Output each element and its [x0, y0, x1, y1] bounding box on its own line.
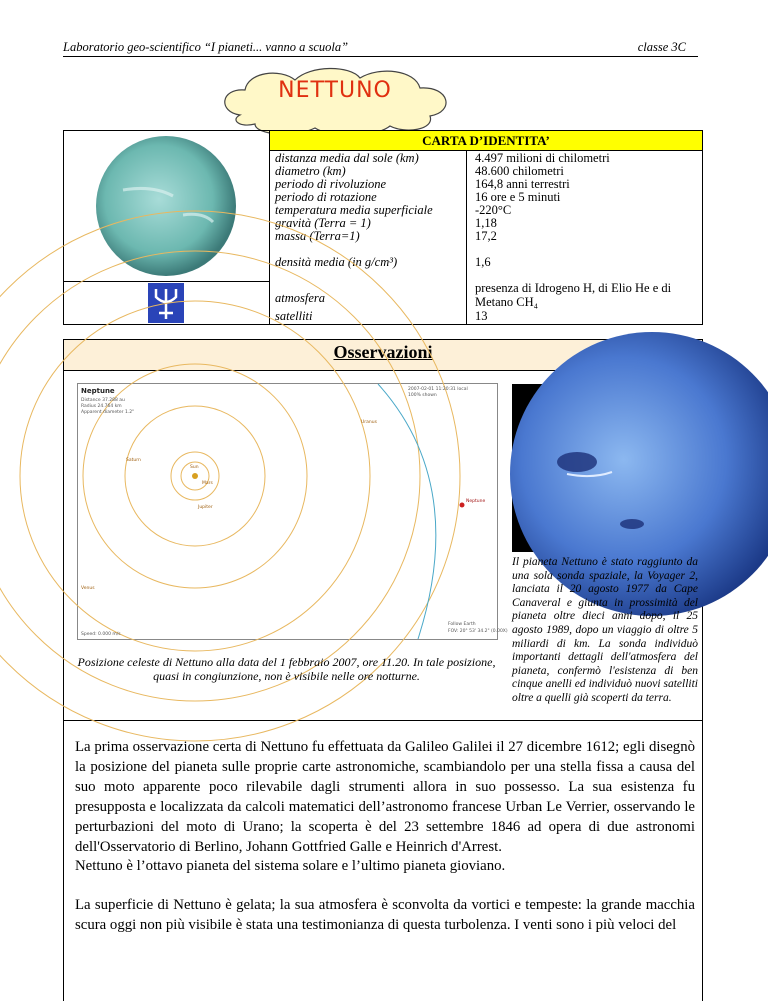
map-caption: Posizione celeste di Nettuno alla data del 1 febbraio 2007, ore 11.20. In tale posizione, quasi in congiunzione, non è visibile nelle ore notturne.	[77, 655, 496, 683]
map-follow: Follow Earth	[448, 622, 476, 627]
map-info: Apparent diameter 1.2"	[81, 410, 135, 415]
body-paragraph: La prima osservazione certa di Nettuno fu effettuata da Galileo Galilei il 27 dicembre 1612; egli disegnò la posizione del pianeta sulle proprie carte astronomiche, scambiandolo per una stella fissa a causa del suo moto apparente poco rilevabile dagli strumenti allora in suo possesso. La sua esistenza fu presupposta e localizzata da calcoli matematici dell’astronomo francese Urban Le Verrier, osservando le perturbazioni del moto di Urano; la scoperta è del 23 settembre 1846 ad opera di due astronomi dell'Osservatorio di Berlino, Johann Gottfried Galle e Heinrich d'Arrest.	[75, 739, 695, 855]
map-label-neptune: Neptune	[466, 499, 486, 504]
photo-caption: Il pianeta Nettuno è stato raggiunto da una sola sonda spaziale, la Voyager 2, lanciata il 20 agosto 1977 da Cape Canaveral e giunta in prossimità del pianeta oltre dieci anni dopo, il 25 agosto 1989, dopo un viaggio di oltre 5 miliardi di km. La sonda individuò importanti dettagli dell'atmosfera del pianeta, confermò l'esistenza di ben cinque anelli ed individuò nuovi satelliti oltre a quelli già scoperti da terra.	[512, 556, 698, 704]
map-zoom: 100% shown	[408, 393, 437, 398]
map-date: 2007-02-01 11:20:31 local	[408, 387, 468, 392]
identity-divider	[466, 151, 467, 325]
map-label-uranus: Uranus	[361, 420, 377, 425]
map-speed: Speed: 0.000 m/s	[81, 632, 121, 637]
header-rule	[63, 56, 698, 57]
sky-map-image	[77, 383, 508, 640]
map-label-mars: Mars	[202, 481, 213, 486]
neptune-marker	[460, 503, 465, 508]
neptune-voyager-photo	[512, 384, 697, 552]
header-right: classe 3C	[637, 40, 686, 54]
header-left: Laboratorio geo-scientifico “I pianeti... vanno a scuola”	[63, 40, 349, 54]
body-paragraph: La superficie di Nettuno è gelata; la sua atmosfera è sconvolta da vortici e tempeste: la grande macchia scura oggi non più visibile è stata una testimonianza di questa turbolenza. I venti sono i più veloci del	[75, 897, 695, 933]
map-title: Neptune	[81, 387, 115, 395]
map-label-sun: Sun	[190, 465, 199, 470]
map-info: Radius 24.764 km	[81, 404, 122, 409]
map-label-jupiter: Jupiter	[198, 505, 213, 510]
map-info: Distance 37.288 au	[81, 398, 125, 403]
body-paragraph: Nettuno è l’ottavo pianeta del sistema solare e l’ultimo pianeta gioviano.	[75, 858, 506, 874]
observations-heading: Osservazioni	[333, 342, 433, 362]
sun-marker	[192, 473, 198, 479]
identity-card-heading: CARTA D’IDENTITA’	[270, 131, 702, 151]
map-label-saturn: Saturn	[126, 458, 141, 463]
page-title: NETTUNO	[278, 78, 392, 103]
map-fov: FOV: 20° 53' 34.2" (0.00X)	[448, 629, 508, 634]
map-label-venus: Venus	[81, 586, 95, 591]
neptune-globe-image	[63, 130, 270, 281]
planet-image-cell	[63, 130, 270, 281]
